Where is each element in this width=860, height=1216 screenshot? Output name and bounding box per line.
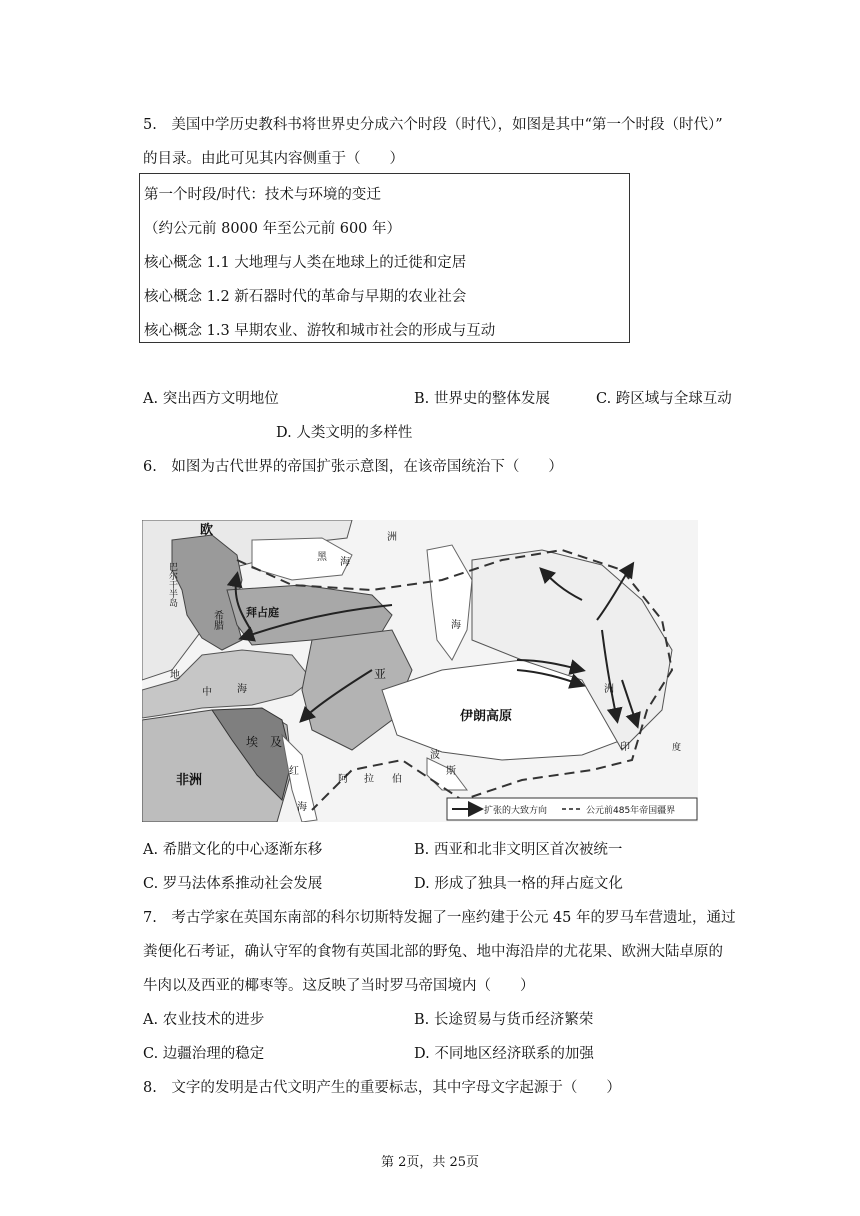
map-legend-border: 公元前485年帝国疆界 bbox=[586, 806, 676, 816]
q6-option-d[interactable]: D. 形成了独具一格的拜占庭文化 bbox=[414, 876, 623, 892]
q5-box-line: （约公元前 8000 年至公元前 600 年） bbox=[144, 221, 402, 237]
map-label: 地 bbox=[170, 670, 180, 681]
map-label: 拜占庭 bbox=[246, 606, 279, 619]
map-label: 非洲 bbox=[176, 773, 203, 788]
q5-option-b[interactable]: B. 世界史的整体发展 bbox=[414, 391, 550, 407]
map-label: 亚 bbox=[374, 667, 387, 681]
empire-expansion-map bbox=[142, 520, 698, 822]
map-label: 印 bbox=[620, 742, 630, 753]
q7-option-a[interactable]: A. 农业技术的进步 bbox=[143, 1012, 265, 1028]
map-label: 欧 bbox=[200, 523, 214, 538]
q6-stem: 6. 如图为古代世界的帝国扩张示意图，在该帝国统治下（ ） bbox=[143, 459, 563, 475]
map-label: 及 bbox=[270, 735, 283, 749]
map-label: 海 bbox=[297, 802, 307, 813]
q5-option-c[interactable]: C. 跨区域与全球互动 bbox=[596, 391, 732, 407]
map-label: 波 bbox=[430, 750, 440, 761]
map-label: 希腊 bbox=[211, 610, 223, 630]
q5-stem-line1: 5. 美国中学历史教科书将世界史分成六个时段（时代），如图是其中“第一个时段（时代）” bbox=[143, 117, 723, 133]
q5-box-line: 第一个时段/时代：技术与环境的变迁 bbox=[144, 187, 381, 203]
map-label: 洲 bbox=[387, 532, 397, 543]
q5-stem-line2: 的目录。由此可见其内容侧重于（ ） bbox=[143, 151, 404, 167]
map-label: 洲 bbox=[604, 684, 614, 695]
q7-option-c[interactable]: C. 边疆治理的稳定 bbox=[143, 1046, 265, 1062]
map-label: 海 bbox=[237, 684, 247, 695]
map-label: 度 bbox=[672, 743, 682, 753]
map-label: 海 bbox=[451, 620, 461, 631]
q6-option-c[interactable]: C. 罗马法体系推动社会发展 bbox=[143, 876, 323, 892]
q8-stem: 8. 文字的发明是古代文明产生的重要标志，其中字母文字起源于（ ） bbox=[143, 1080, 621, 1096]
map-label: 黑 bbox=[317, 552, 327, 563]
map-label: 中 bbox=[202, 687, 212, 698]
map-label: 拉 bbox=[364, 774, 374, 785]
map-label: 海 bbox=[340, 557, 350, 568]
page-footer: 第 2页，共 25页 bbox=[380, 1155, 480, 1170]
map-label: 伯 bbox=[392, 774, 402, 785]
q5-table-box bbox=[139, 173, 630, 343]
q5-option-a[interactable]: A. 突出西方文明地位 bbox=[143, 391, 279, 407]
q7-option-d[interactable]: D. 不同地区经济联系的加强 bbox=[414, 1046, 594, 1062]
q7-option-b[interactable]: B. 长途贸易与货币经济繁荣 bbox=[414, 1012, 594, 1028]
map-label: 阿 bbox=[338, 774, 348, 785]
q6-option-b[interactable]: B. 西亚和北非文明区首次被统一 bbox=[414, 842, 623, 858]
q5-box-line: 核心概念 1.3 早期农业、游牧和城市社会的形成与互动 bbox=[144, 323, 496, 339]
map-label: 斯 bbox=[446, 766, 456, 777]
q5-option-d[interactable]: D. 人类文明的多样性 bbox=[276, 425, 413, 441]
map-label: 巴尔干半岛 bbox=[167, 562, 177, 607]
map-label: 伊朗高原 bbox=[460, 709, 513, 724]
q5-box-line: 核心概念 1.1 大地理与人类在地球上的迁徙和定居 bbox=[144, 255, 467, 271]
map-legend-arrow: 扩张的大致方向 bbox=[484, 806, 548, 816]
q7-stem-line1: 7. 考古学家在英国东南部的科尔切斯特发掘了一座约建于公元 45 年的罗马车营遗址，通过 bbox=[143, 910, 736, 926]
q7-stem-line2: 粪便化石考证，确认守军的食物有英国北部的野兔、地中海沿岸的尤花果、欧洲大陆卓原的 bbox=[143, 944, 723, 960]
map-label: 埃 bbox=[246, 735, 259, 749]
q6-option-a[interactable]: A. 希腊文化的中心逐渐东移 bbox=[143, 842, 323, 858]
q5-box-line: 核心概念 1.2 新石器时代的革命与早期的农业社会 bbox=[144, 289, 467, 305]
map-label: 红 bbox=[289, 766, 299, 777]
q7-stem-line3: 牛肉以及西亚的椰枣等。这反映了当时罗马帝国境内（ ） bbox=[143, 978, 535, 994]
